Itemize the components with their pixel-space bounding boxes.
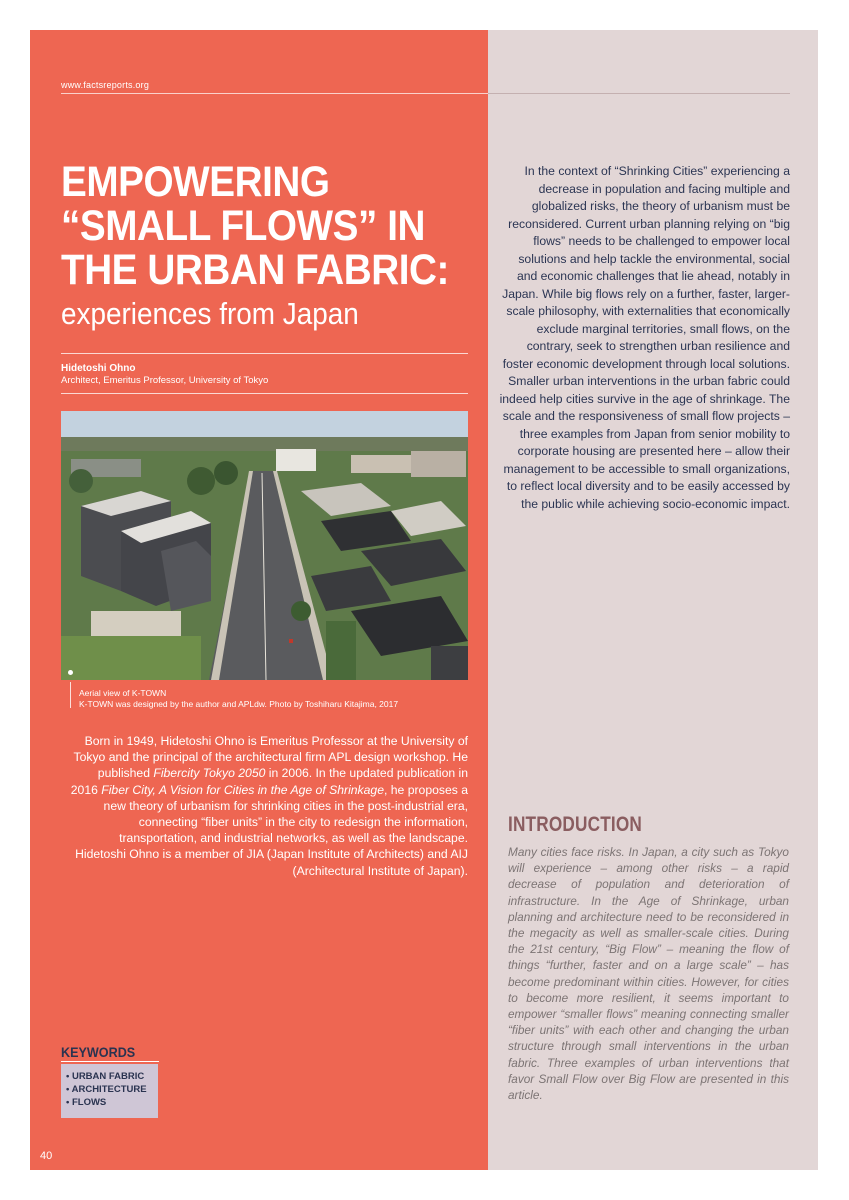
title-line: “SMALL FLOWS” IN bbox=[61, 202, 426, 250]
introduction-body: Many cities face risks. In Japan, a city such as Tokyo will experience – among other risks – a rapid decrease of population and deterioration of infrastructure. In the Age of Shrinkage, urban planning and architecture need to be reconsidered in the megacity as well as smaller-scale cities. During the 21st century, “Big Flow” – meaning the flow of things “further, faster and on a large scale” – has become predominant within cities. However, for cities to become more resilient, it seems important to empower “smaller flows” meaning connecting smaller “fiber units” with each other and changing the urban structure through small interventions in the urban fabric. Three examples of urban interventions that favor Small Flow over Big Flow are presented in this article. bbox=[508, 845, 789, 1103]
site-url[interactable]: www.factsreports.org bbox=[61, 80, 150, 90]
aerial-photo bbox=[61, 411, 468, 680]
photo-caption bbox=[79, 688, 398, 710]
title-line: THE URBAN FABRIC: bbox=[61, 246, 449, 294]
keyword-item: • FLOWS bbox=[66, 1097, 107, 1108]
header-rule bbox=[61, 93, 488, 94]
article-title bbox=[61, 158, 449, 294]
page-number: 40 bbox=[40, 1150, 53, 1162]
caption-credit: K-TOWN was designed by the author and APLdw. Photo by Toshiharu Kitajima, 2017 bbox=[79, 699, 399, 709]
aerial-photo-illustration bbox=[61, 411, 468, 680]
keywords-list bbox=[61, 1070, 158, 1109]
keyword-item: • URBAN FABRIC bbox=[66, 1071, 145, 1082]
author-bio bbox=[70, 733, 468, 879]
bio-text: in 2006. In the updated publication in 2016 bbox=[70, 766, 468, 797]
divider bbox=[61, 353, 468, 354]
bio-book-title: Fiber City, A Vision for Cities in the Age of Shrinkage bbox=[101, 782, 384, 797]
keywords-box bbox=[61, 1064, 158, 1118]
caption-line bbox=[70, 682, 71, 708]
bio-text: , he proposes a new theory of urbanism for shrinking cities in the post-industrial era, connecting “fiber units” in the city to redesign the information, transportation, and industrial networks, as well as the landscape. Hidetoshi Ohno is a member of JIA (Japan Institute of Architects) and AIJ (Architectural Institute of Japan). bbox=[75, 782, 468, 878]
divider bbox=[61, 393, 468, 394]
header-rule-right bbox=[488, 93, 790, 94]
abstract-text: In the context of “Shrinking Cities” experiencing a decrease in population and facing multiple and globalized risks, the theory of urbanism must be reconsidered. Current urban planning relying on “big flows” needs to be challenged to empower local solutions and help tackle the environmental, social and economic challenges that lie ahead, notably in Japan. While big flows rely on a further, faster, larger-scale philosophy, with externalities that economically exclude marginal territories, small flows, on the contrary, seek to strengthen urban resilience and foster economic development through local solutions. Smaller urban interventions in the urban fabric could indeed help cities survive in the age of shrinkage. The scale and the responsiveness of small flow projects – three examples from Japan from senior mobility to corporate housing are presented here – allow their management to be accessible to small organizations, to reflect local diversity and to be easily accessed by the public while achieving socio-economic impact. bbox=[499, 164, 790, 511]
caption-title: Aerial view of K-TOWN bbox=[79, 688, 167, 698]
keywords-heading: KEYWORDS bbox=[61, 1044, 136, 1060]
bio-book-title: Fibercity Tokyo 2050 bbox=[153, 766, 266, 781]
caption-marker bbox=[68, 670, 73, 675]
article-subtitle: experiences from Japan bbox=[61, 296, 359, 331]
keywords-rule bbox=[61, 1061, 159, 1062]
introduction-heading: INTRODUCTION bbox=[508, 813, 642, 836]
keyword-item: • ARCHITECTURE bbox=[66, 1084, 147, 1095]
bio-text: Born in 1949, Hidetoshi Ohno is Emeritus Professor at the University of Tokyo and the principal of the architectural firm APL design workshop. He published bbox=[73, 734, 468, 781]
author-name: Hidetoshi Ohno bbox=[61, 363, 136, 374]
title-line: EMPOWERING bbox=[61, 158, 330, 206]
author-role: Architect, Emeritus Professor, University of Tokyo bbox=[61, 375, 269, 386]
